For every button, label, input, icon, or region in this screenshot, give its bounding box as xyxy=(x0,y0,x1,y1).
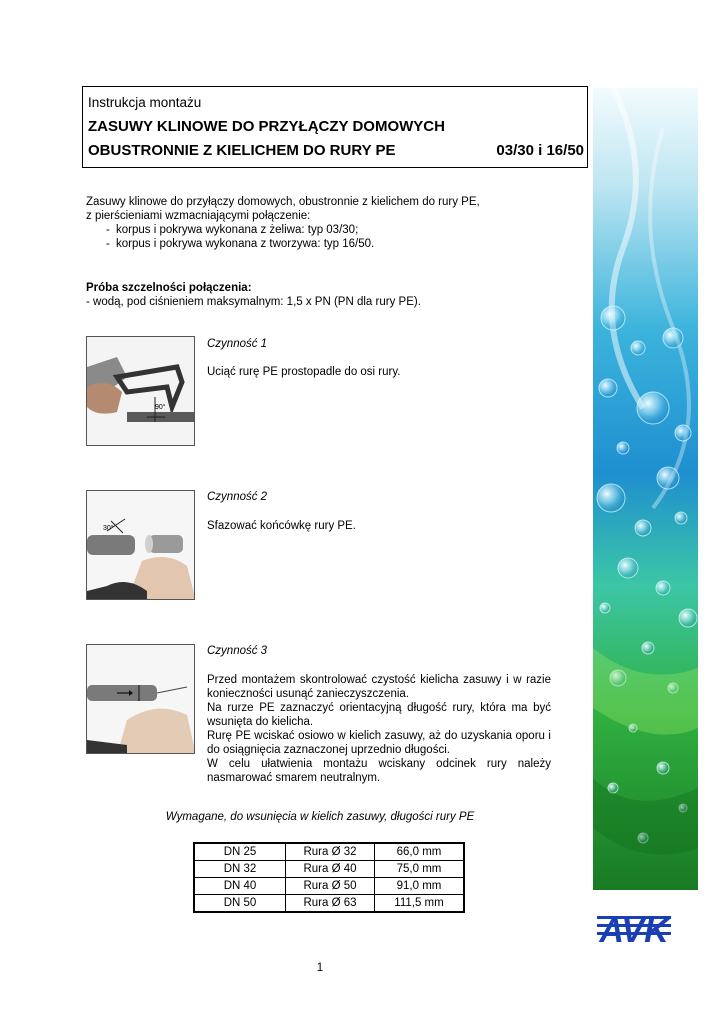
intro-section xyxy=(86,195,546,251)
angle-label-30: 30° xyxy=(103,525,114,532)
bubbles-image xyxy=(593,88,698,890)
decorative-water-banner xyxy=(593,88,698,890)
body-type-list xyxy=(86,223,546,251)
step3-text xyxy=(207,673,551,785)
table-cell-pipe: Rura Ø 63 xyxy=(286,895,375,913)
page-number: 1 xyxy=(316,962,324,974)
step3-photo xyxy=(86,644,195,754)
table-cell-length: 91,0 mm xyxy=(375,878,465,895)
step3-paragraph: Na rurze PE zaznaczyć orientacyjną długość rury, która ma być wsunięta do kielicha. xyxy=(207,702,551,728)
insertion-length-table xyxy=(193,842,465,913)
intro-line2: z pierścieniami wzmacniającymi połączenie: xyxy=(86,210,311,222)
step3-label: Czynność 3 xyxy=(207,645,268,657)
step1-text: Uciąć rurę PE prostopadle do osi rury. xyxy=(207,366,401,378)
step1-label: Czynność 1 xyxy=(207,338,268,350)
document-subtitle: Instrukcja montażu xyxy=(88,95,202,110)
document-title-line1: ZASUWY KLINOWE DO PRZYŁĄCZY DOMOWYCH xyxy=(88,118,445,135)
table-cell-dn: DN 40 xyxy=(194,878,286,895)
table-cell-pipe: Rura Ø 40 xyxy=(286,861,375,878)
logo-text: AVK xyxy=(599,912,669,946)
avk-logo xyxy=(597,906,671,946)
step2-text: Sfazować końcówkę rury PE. xyxy=(207,520,356,532)
table-cell-dn: DN 32 xyxy=(194,861,286,878)
table-cell-pipe: Rura Ø 32 xyxy=(286,843,375,861)
step3-paragraph: Rurę PE wciskać osiowo w kielich zasuwy, aż do uzyskania oporu i do osiągnięcia zaznaczonej uprzednio długości. xyxy=(207,730,551,756)
table-row xyxy=(194,895,464,913)
table-cell-length: 75,0 mm xyxy=(375,861,465,878)
table-cell-length: 111,5 mm xyxy=(375,895,465,913)
table-row xyxy=(194,843,464,861)
table-cell-dn: DN 50 xyxy=(194,895,286,913)
table-row xyxy=(194,861,464,878)
table-cell-pipe: Rura Ø 50 xyxy=(286,878,375,895)
list-item: - korpus i pokrywa wykonana z żeliwa: typ 03/30; xyxy=(86,223,546,237)
list-item: - korpus i pokrywa wykonana z tworzywa: typ 16/50. xyxy=(86,237,546,251)
angle-label-90: 90° xyxy=(155,404,166,411)
step2-photo xyxy=(86,490,195,600)
table-cell-length: 66,0 mm xyxy=(375,843,465,861)
table-cell-dn: DN 25 xyxy=(194,843,286,861)
step3-paragraph: W celu ułatwienia montażu wciskany odcinek rury należy nasmarować smarem neutralnym. xyxy=(207,758,551,784)
tightness-test-heading: Próba szczelności połączenia: xyxy=(86,282,252,294)
step1-photo xyxy=(86,336,195,446)
step2-label: Czynność 2 xyxy=(207,491,268,503)
table-caption: Wymagane, do wsunięcia w kielich zasuwy, długości rury PE xyxy=(165,811,475,823)
table-row xyxy=(194,878,464,895)
type-codes: 03/30 i 16/50 xyxy=(496,142,584,159)
tightness-test-section xyxy=(86,281,546,309)
tightness-test-text: - wodą, pod ciśnieniem maksymalnym: 1,5 x PN (PN dla rury PE). xyxy=(86,296,421,308)
step3-paragraph: Przed montażem skontrolować czystość kielicha zasuwy i w razie konieczności usunąć zanieczyszczenia. xyxy=(207,674,551,700)
intro-line1: Zasuwy klinowe do przyłączy domowych, obustronnie z kielichem do rury PE, xyxy=(86,196,480,208)
document-title-line2: OBUSTRONNIE Z KIELICHEM DO RURY PE xyxy=(88,142,396,159)
